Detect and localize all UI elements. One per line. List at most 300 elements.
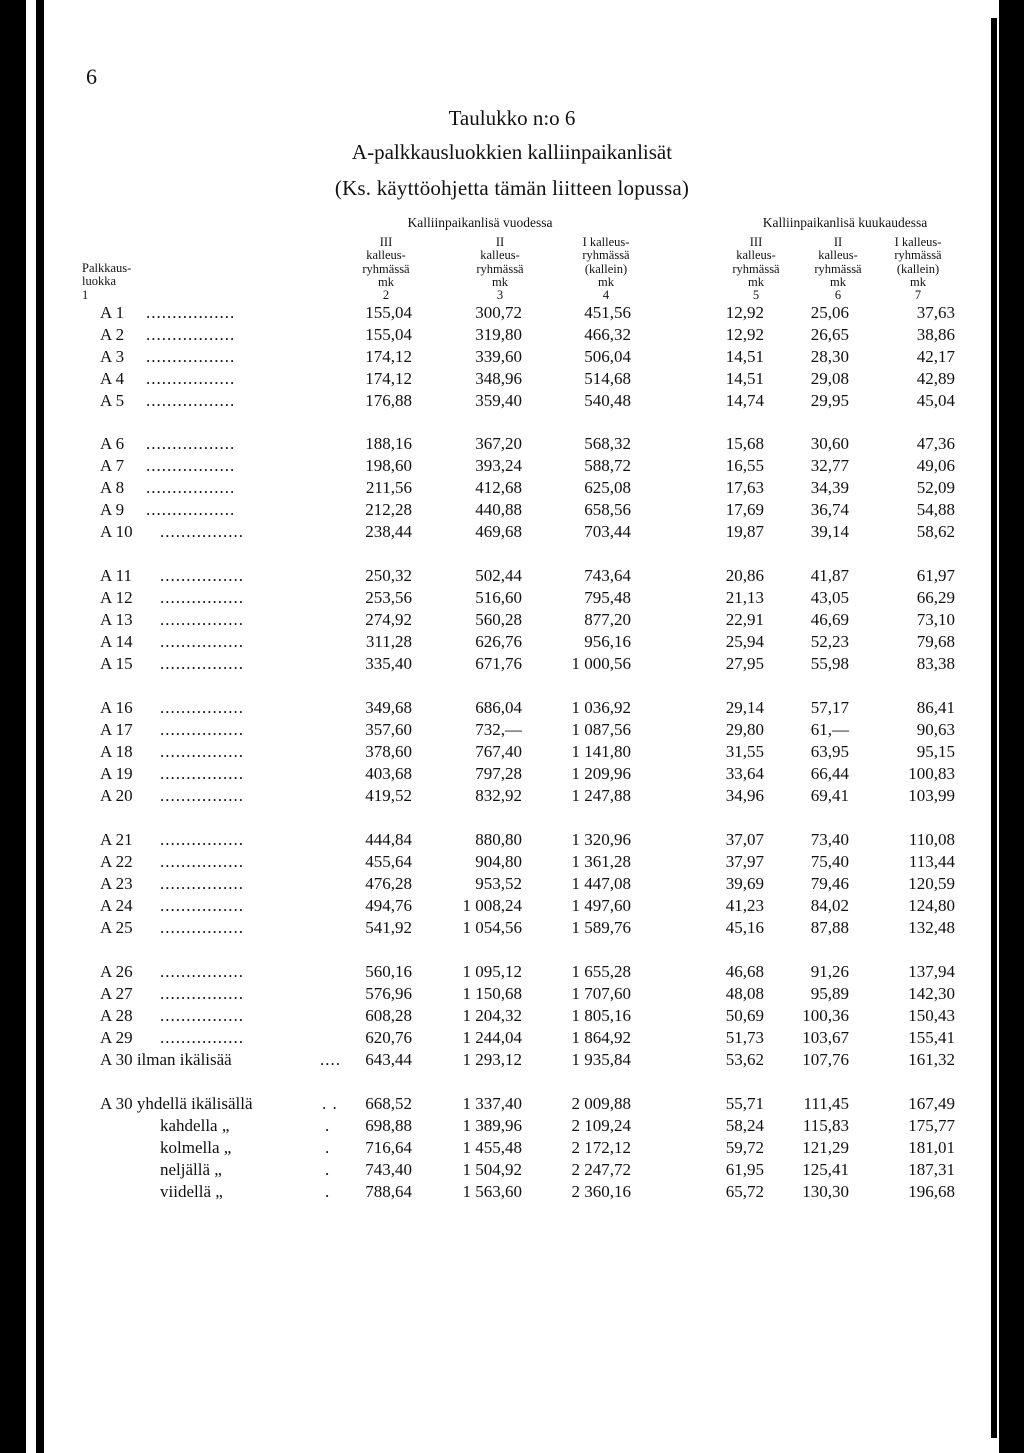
leader-dots: ................. — [146, 478, 236, 497]
cell-col-5: 31,55 — [725, 742, 764, 761]
cell-col-7: 42,89 — [916, 369, 955, 388]
row-label: A 12 — [100, 588, 133, 607]
cell-col-2: 253,56 — [365, 588, 412, 607]
row-label: kahdella „ — [160, 1116, 230, 1135]
cell-col-5: 59,72 — [725, 1138, 764, 1157]
cell-col-2: 444,84 — [365, 830, 412, 849]
cell-col-7: 110,08 — [908, 830, 955, 849]
table-row — [0, 632, 1024, 656]
cell-col-5: 37,97 — [725, 852, 764, 871]
cell-col-4: 1 036,92 — [571, 698, 631, 717]
table-row — [0, 1006, 1024, 1030]
cell-col-7: 95,15 — [916, 742, 955, 761]
table-row — [0, 434, 1024, 458]
cell-col-2: 403,68 — [365, 764, 412, 783]
cell-col-4: 1 000,56 — [571, 654, 631, 673]
leader-dots: ................. — [146, 500, 236, 519]
cell-col-3: 797,28 — [475, 764, 522, 783]
cell-col-2: 494,76 — [365, 896, 412, 915]
cell-col-2: 643,44 — [365, 1050, 412, 1069]
cell-col-6: 79,46 — [810, 874, 849, 893]
row-label: A 6 — [100, 434, 125, 453]
cell-col-4: 1 805,16 — [571, 1006, 631, 1025]
cell-col-5: 12,92 — [725, 303, 764, 322]
cell-col-3: 339,60 — [475, 347, 522, 366]
row-label: A 30 ilman ikälisää — [100, 1050, 232, 1069]
cell-col-3: 1 204,32 — [462, 1006, 522, 1025]
cell-col-3: 671,76 — [475, 654, 522, 673]
cell-col-3: 904,80 — [475, 852, 522, 871]
cell-col-3: 1 389,96 — [462, 1116, 522, 1135]
row-label: kolmella „ — [160, 1138, 232, 1157]
row-label: A 13 — [100, 610, 133, 629]
cell-col-7: 100,83 — [908, 764, 955, 783]
leader-dots: ................. — [146, 303, 236, 322]
cell-col-2: 541,92 — [365, 918, 412, 937]
cell-col-6: 61,— — [810, 720, 849, 739]
table-row — [0, 522, 1024, 546]
cell-col-2: 155,04 — [365, 303, 412, 322]
cell-col-2: 198,60 — [365, 456, 412, 475]
cell-col-3: 1 150,68 — [462, 984, 522, 1003]
cell-col-5: 41,23 — [725, 896, 764, 915]
cell-col-6: 41,87 — [810, 566, 849, 585]
cell-col-2: 608,28 — [365, 1006, 412, 1025]
cell-col-6: 55,98 — [810, 654, 849, 673]
cell-col-4: 588,72 — [584, 456, 631, 475]
cell-col-7: 181,01 — [908, 1138, 955, 1157]
row-label: A 9 — [100, 500, 125, 519]
cell-col-3: 1 008,24 — [462, 896, 522, 915]
cell-col-4: 1 141,80 — [571, 742, 631, 761]
cell-col-3: 393,24 — [475, 456, 522, 475]
row-label: A 19 — [100, 764, 133, 783]
cell-col-7: 66,29 — [916, 588, 955, 607]
cell-col-3: 1 244,04 — [462, 1028, 522, 1047]
row-label: A 22 — [100, 852, 133, 871]
row-label: viidellä „ — [160, 1182, 223, 1201]
column-header-7: I kalleus- ryhmässä (kallein) mk 7 — [894, 235, 942, 303]
row-label: A 24 — [100, 896, 133, 915]
leader-dots: ................ — [160, 786, 244, 805]
row-label: A 14 — [100, 632, 133, 651]
cell-col-7: 38,86 — [916, 325, 955, 344]
row-label: A 28 — [100, 1006, 133, 1025]
cell-col-5: 17,69 — [725, 500, 764, 519]
cell-col-6: 52,23 — [810, 632, 849, 651]
cell-col-7: 167,49 — [908, 1094, 955, 1113]
cell-col-5: 12,92 — [725, 325, 764, 344]
table-row — [0, 325, 1024, 349]
leader-dots: ................ — [160, 1028, 244, 1047]
cell-col-5: 65,72 — [725, 1182, 764, 1201]
leader-dots: ................ — [160, 698, 244, 717]
leader-dots: . — [325, 1160, 331, 1179]
table-row — [0, 786, 1024, 810]
cell-col-4: 2 360,16 — [571, 1182, 631, 1201]
column-header-2: III kalleus- ryhmässä mk 2 — [362, 235, 410, 303]
cell-col-4: 658,56 — [584, 500, 631, 519]
row-label: A 5 — [100, 391, 125, 410]
column-header-4: I kalleus- ryhmässä (kallein) mk 4 — [582, 235, 630, 303]
cell-col-2: 176,88 — [365, 391, 412, 410]
cell-col-5: 29,14 — [725, 698, 764, 717]
table-row — [0, 478, 1024, 502]
leader-dots: ................ — [160, 588, 244, 607]
table-row — [0, 962, 1024, 986]
table-row — [0, 698, 1024, 722]
cell-col-5: 61,95 — [725, 1160, 764, 1179]
row-label: A 1 — [100, 303, 125, 322]
row-label: A 7 — [100, 456, 125, 475]
cell-col-2: 378,60 — [365, 742, 412, 761]
row-label: A 18 — [100, 742, 133, 761]
table-row — [0, 720, 1024, 744]
leader-dots: . — [325, 1116, 331, 1135]
cell-col-6: 95,89 — [810, 984, 849, 1003]
cell-col-3: 1 504,92 — [462, 1160, 522, 1179]
cell-col-6: 103,67 — [802, 1028, 849, 1047]
cell-col-4: 1 935,84 — [571, 1050, 631, 1069]
cell-col-5: 50,69 — [725, 1006, 764, 1025]
cell-col-4: 568,32 — [584, 434, 631, 453]
leader-dots: ................ — [160, 984, 244, 1003]
cell-col-4: 1 589,76 — [571, 918, 631, 937]
table-row — [0, 391, 1024, 415]
cell-col-7: 49,06 — [916, 456, 955, 475]
cell-col-6: 75,40 — [810, 852, 849, 871]
cell-col-2: 211,56 — [365, 478, 412, 497]
cell-col-7: 86,41 — [916, 698, 955, 717]
cell-col-7: 161,32 — [908, 1050, 955, 1069]
cell-col-6: 100,36 — [802, 1006, 849, 1025]
cell-col-2: 335,40 — [365, 654, 412, 673]
cell-col-7: 58,62 — [916, 522, 955, 541]
table-note: (Ks. käyttöohjetta tämän liitteen lopussa) — [334, 176, 690, 200]
cell-col-7: 175,77 — [908, 1116, 955, 1135]
cell-col-6: 66,44 — [810, 764, 849, 783]
row-label: A 8 — [100, 478, 125, 497]
cell-col-4: 1 247,88 — [571, 786, 631, 805]
cell-col-5: 55,71 — [725, 1094, 764, 1113]
group-header-yearly: Kalliinpaikanlisä vuodessa — [407, 215, 553, 230]
table-row — [0, 303, 1024, 327]
cell-col-5: 27,95 — [725, 654, 764, 673]
cell-col-6: 29,95 — [810, 391, 849, 410]
cell-col-2: 349,68 — [365, 698, 412, 717]
cell-col-6: 84,02 — [810, 896, 849, 915]
leader-dots: ................ — [160, 522, 244, 541]
cell-col-2: 743,40 — [365, 1160, 412, 1179]
page-number: 6 — [86, 64, 97, 89]
row-label: A 17 — [100, 720, 133, 739]
table-row — [0, 588, 1024, 612]
table-row — [0, 874, 1024, 898]
row-label: A 3 — [100, 347, 125, 366]
cell-col-6: 28,30 — [810, 347, 849, 366]
cell-col-4: 1 209,96 — [571, 764, 631, 783]
cell-col-3: 300,72 — [475, 303, 522, 322]
cell-col-7: 142,30 — [908, 984, 955, 1003]
cell-col-7: 150,43 — [908, 1006, 955, 1025]
cell-col-6: 34,39 — [810, 478, 849, 497]
table-row — [0, 566, 1024, 590]
cell-col-6: 115,83 — [802, 1116, 849, 1135]
leader-dots: ................. — [146, 391, 236, 410]
cell-col-5: 20,86 — [725, 566, 764, 585]
table-row — [0, 1028, 1024, 1052]
leader-dots: ................ — [160, 896, 244, 915]
cell-col-6: 91,26 — [810, 962, 849, 981]
cell-col-5: 22,91 — [725, 610, 764, 629]
cell-col-4: 2 172,12 — [571, 1138, 631, 1157]
cell-col-4: 466,32 — [584, 325, 631, 344]
table-title: Taulukko n:o 6 — [448, 106, 576, 130]
cell-col-4: 2 009,88 — [571, 1094, 631, 1113]
table-row — [0, 830, 1024, 854]
cell-col-5: 29,80 — [725, 720, 764, 739]
cell-col-5: 14,74 — [725, 391, 764, 410]
row-label: A 26 — [100, 962, 133, 981]
cell-col-5: 16,55 — [725, 456, 764, 475]
cell-col-7: 83,38 — [916, 654, 955, 673]
cell-col-7: 47,36 — [916, 434, 955, 453]
cell-col-3: 1 293,12 — [462, 1050, 522, 1069]
cell-col-7: 79,68 — [916, 632, 955, 651]
row-label: A 23 — [100, 874, 133, 893]
leader-dots: ................. — [146, 325, 236, 344]
cell-col-5: 58,24 — [725, 1116, 764, 1135]
cell-col-4: 1 320,96 — [571, 830, 631, 849]
cell-col-2: 419,52 — [365, 786, 412, 805]
table-row — [0, 1160, 1024, 1184]
leader-dots: ................ — [160, 874, 244, 893]
cell-col-5: 21,13 — [725, 588, 764, 607]
table-row — [0, 1050, 1024, 1074]
cell-col-3: 1 054,56 — [462, 918, 522, 937]
cell-col-3: 1 563,60 — [462, 1182, 522, 1201]
column-header-3: II kalleus- ryhmässä mk 3 — [476, 235, 524, 303]
cell-col-6: 26,65 — [810, 325, 849, 344]
cell-col-7: 196,68 — [908, 1182, 955, 1201]
column-header-class: Palkkaus- luokka 1 — [82, 261, 132, 302]
cell-col-2: 560,16 — [365, 962, 412, 981]
cell-col-7: 132,48 — [908, 918, 955, 937]
cell-col-6: 87,88 — [810, 918, 849, 937]
cell-col-6: 111,45 — [803, 1094, 849, 1113]
cell-col-3: 626,76 — [475, 632, 522, 651]
cell-col-6: 46,69 — [810, 610, 849, 629]
leader-dots: ................. — [146, 434, 236, 453]
cell-col-4: 956,16 — [584, 632, 631, 651]
cell-col-2: 212,28 — [365, 500, 412, 519]
row-label: A 2 — [100, 325, 125, 344]
cell-col-2: 174,12 — [365, 369, 412, 388]
table-row — [0, 1182, 1024, 1206]
cell-col-4: 1 707,60 — [571, 984, 631, 1003]
cell-col-3: 367,20 — [475, 434, 522, 453]
cell-col-5: 45,16 — [725, 918, 764, 937]
row-label: A 10 — [100, 522, 133, 541]
cell-col-2: 188,16 — [365, 434, 412, 453]
cell-col-3: 516,60 — [475, 588, 522, 607]
table-row — [0, 984, 1024, 1008]
leader-dots: .... — [320, 1050, 341, 1069]
cell-col-2: 174,12 — [365, 347, 412, 366]
leader-dots: ................ — [160, 1006, 244, 1025]
cell-col-4: 1 864,92 — [571, 1028, 631, 1047]
cell-col-3: 560,28 — [475, 610, 522, 629]
cell-col-4: 2 109,24 — [571, 1116, 631, 1135]
cell-col-4: 451,56 — [584, 303, 631, 322]
cell-col-4: 1 087,56 — [571, 720, 631, 739]
cell-col-6: 30,60 — [810, 434, 849, 453]
row-label: A 25 — [100, 918, 133, 937]
table-row — [0, 500, 1024, 524]
cell-col-6: 125,41 — [802, 1160, 849, 1179]
cell-col-5: 46,68 — [725, 962, 764, 981]
table-row — [0, 1138, 1024, 1162]
cell-col-3: 359,40 — [475, 391, 522, 410]
cell-col-6: 32,77 — [810, 456, 849, 475]
cell-col-6: 25,06 — [810, 303, 849, 322]
cell-col-3: 440,88 — [475, 500, 522, 519]
table-row — [0, 764, 1024, 788]
row-label: A 20 — [100, 786, 133, 805]
cell-col-6: 63,95 — [810, 742, 849, 761]
cell-col-5: 14,51 — [725, 347, 764, 366]
cell-col-5: 15,68 — [725, 434, 764, 453]
table-row — [0, 654, 1024, 678]
cell-col-6: 69,41 — [810, 786, 849, 805]
row-label: A 29 — [100, 1028, 133, 1047]
table-row — [0, 852, 1024, 876]
table-row — [0, 347, 1024, 371]
cell-col-3: 319,80 — [475, 325, 522, 344]
row-label: A 21 — [100, 830, 133, 849]
cell-col-7: 137,94 — [908, 962, 955, 981]
cell-col-2: 238,44 — [365, 522, 412, 541]
cell-col-4: 795,48 — [584, 588, 631, 607]
cell-col-2: 455,64 — [365, 852, 412, 871]
cell-col-4: 625,08 — [584, 478, 631, 497]
table-row — [0, 742, 1024, 766]
cell-col-4: 506,04 — [584, 347, 631, 366]
leader-dots: ................ — [160, 918, 244, 937]
cell-col-6: 57,17 — [810, 698, 849, 717]
cell-col-6: 73,40 — [810, 830, 849, 849]
leader-dots: ................ — [160, 830, 244, 849]
table-row — [0, 1094, 1024, 1118]
table-row — [0, 456, 1024, 480]
leader-dots: ................ — [160, 720, 244, 739]
row-label: A 16 — [100, 698, 133, 717]
row-label: A 11 — [100, 566, 132, 585]
cell-col-4: 2 247,72 — [571, 1160, 631, 1179]
cell-col-5: 39,69 — [725, 874, 764, 893]
cell-col-2: 668,52 — [365, 1094, 412, 1113]
table-row — [0, 369, 1024, 393]
cell-col-6: 121,29 — [802, 1138, 849, 1157]
row-label: A 27 — [100, 984, 133, 1003]
cell-col-7: 37,63 — [916, 303, 955, 322]
cell-col-2: 716,64 — [365, 1138, 412, 1157]
cell-col-2: 476,28 — [365, 874, 412, 893]
cell-col-7: 103,99 — [908, 786, 955, 805]
leader-dots: ................. — [146, 369, 236, 388]
leader-dots: ................ — [160, 852, 244, 871]
cell-col-2: 698,88 — [365, 1116, 412, 1135]
cell-col-4: 1 655,28 — [571, 962, 631, 981]
cell-col-7: 187,31 — [908, 1160, 955, 1179]
cell-col-3: 348,96 — [475, 369, 522, 388]
cell-col-4: 1 361,28 — [571, 852, 631, 871]
row-label: neljällä „ — [160, 1160, 222, 1179]
cell-col-3: 880,80 — [475, 830, 522, 849]
column-header-5: III kalleus- ryhmässä mk 5 — [732, 235, 780, 303]
cell-col-7: 52,09 — [916, 478, 955, 497]
group-header-monthly: Kalliinpaikanlisä kuukaudessa — [762, 215, 928, 230]
leader-dots: ................ — [160, 610, 244, 629]
cell-col-4: 514,68 — [584, 369, 631, 388]
cell-col-6: 36,74 — [810, 500, 849, 519]
row-label: A 30 yhdellä ikälisällä — [100, 1094, 253, 1113]
cell-col-5: 17,63 — [725, 478, 764, 497]
cell-col-3: 767,40 — [475, 742, 522, 761]
cell-col-4: 1 497,60 — [571, 896, 631, 915]
cell-col-6: 107,76 — [802, 1050, 849, 1069]
cell-col-3: 1 095,12 — [462, 962, 522, 981]
cell-col-6: 39,14 — [810, 522, 849, 541]
cell-col-3: 832,92 — [475, 786, 522, 805]
leader-dots: ................ — [160, 632, 244, 651]
leader-dots: ................. — [146, 456, 236, 475]
table-subtitle: A-palkkausluokkien kalliinpaikanlisät — [351, 140, 673, 164]
cell-col-6: 29,08 — [810, 369, 849, 388]
cell-col-7: 120,59 — [908, 874, 955, 893]
cell-col-3: 502,44 — [475, 566, 522, 585]
cell-col-4: 703,44 — [584, 522, 631, 541]
leader-dots: . — [325, 1138, 331, 1157]
cell-col-7: 155,41 — [908, 1028, 955, 1047]
leader-dots: ................ — [160, 962, 244, 981]
cell-col-5: 19,87 — [725, 522, 764, 541]
cell-col-7: 42,17 — [916, 347, 955, 366]
cell-col-5: 14,51 — [725, 369, 764, 388]
cell-col-5: 51,73 — [725, 1028, 764, 1047]
cell-col-5: 37,07 — [725, 830, 764, 849]
cell-col-3: 1 455,48 — [462, 1138, 522, 1157]
cell-col-5: 33,64 — [725, 764, 764, 783]
row-label: A 15 — [100, 654, 133, 673]
cell-col-4: 540,48 — [584, 391, 631, 410]
cell-col-6: 130,30 — [802, 1182, 849, 1201]
leader-dots: ................. — [146, 347, 236, 366]
cell-col-7: 90,63 — [916, 720, 955, 739]
cell-col-7: 45,04 — [916, 391, 955, 410]
cell-col-3: 1 337,40 — [462, 1094, 522, 1113]
cell-col-4: 877,20 — [584, 610, 631, 629]
cell-col-7: 124,80 — [908, 896, 955, 915]
cell-col-2: 155,04 — [365, 325, 412, 344]
cell-col-2: 576,96 — [365, 984, 412, 1003]
cell-col-5: 25,94 — [725, 632, 764, 651]
leader-dots: ................ — [160, 566, 244, 585]
table-row — [0, 896, 1024, 920]
cell-col-3: 953,52 — [475, 874, 522, 893]
cell-col-2: 620,76 — [365, 1028, 412, 1047]
cell-col-5: 53,62 — [725, 1050, 764, 1069]
